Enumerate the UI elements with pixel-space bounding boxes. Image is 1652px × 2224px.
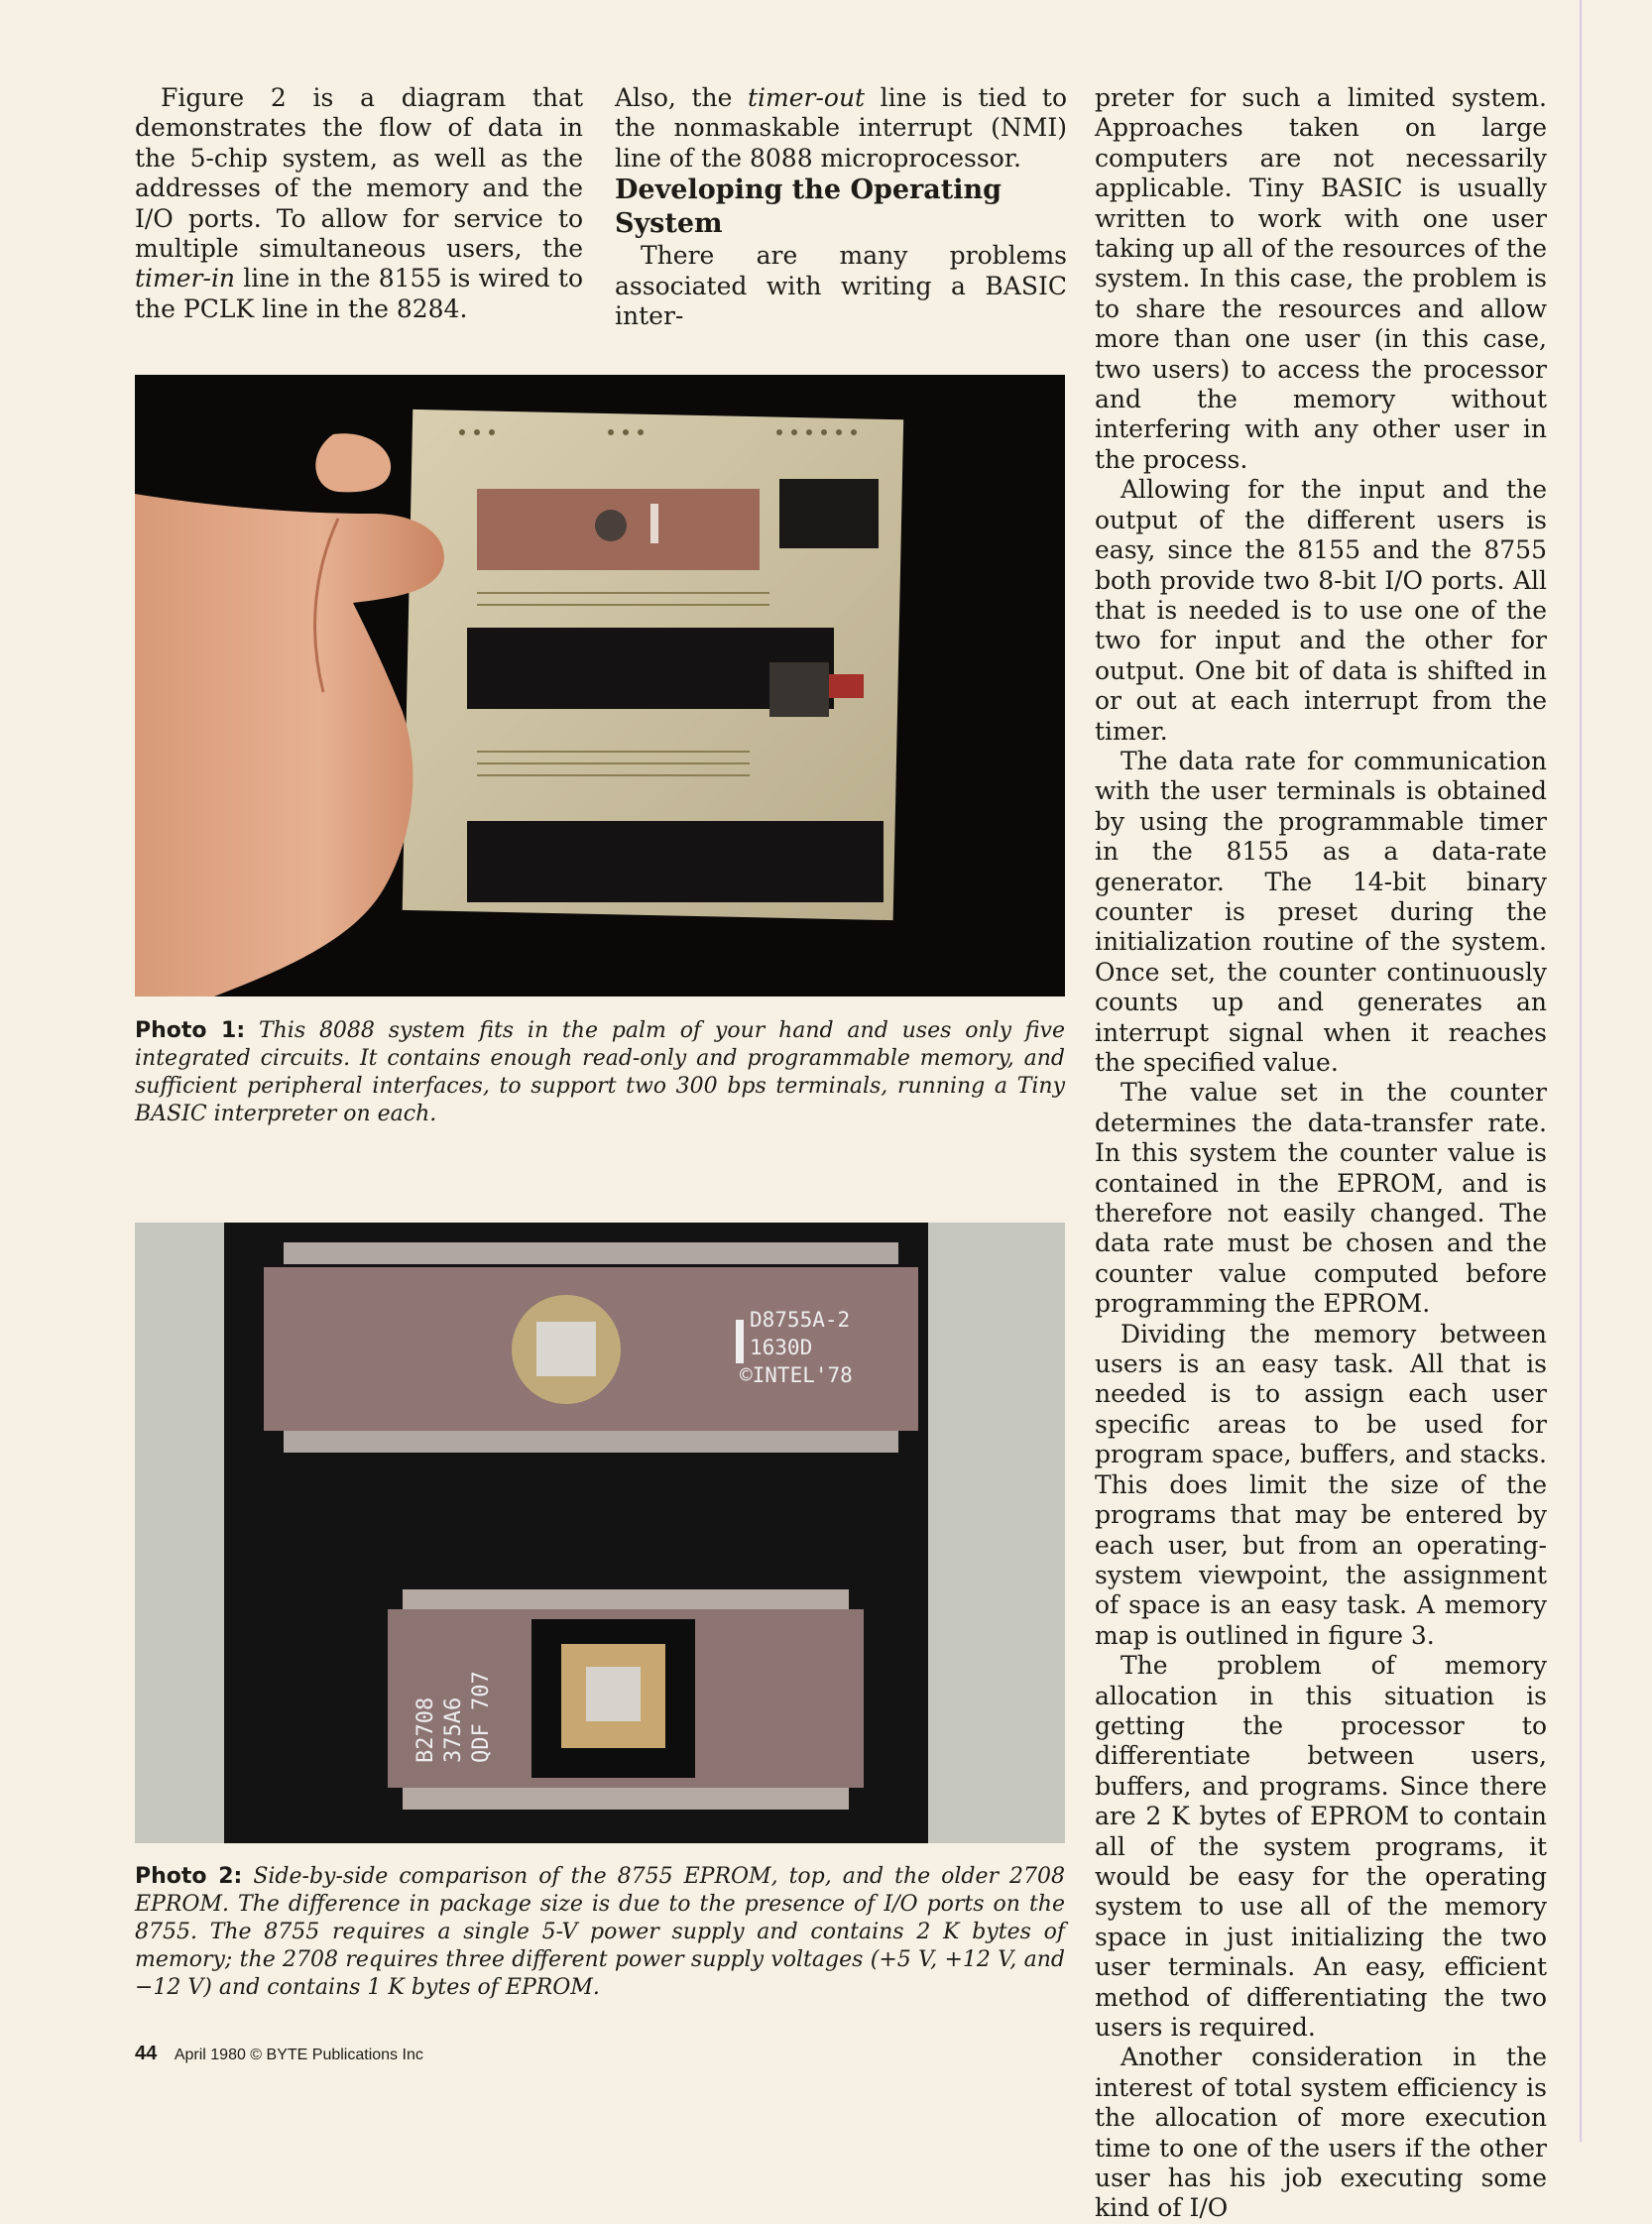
caption-text: This 8088 system fits in the palm of your hand and uses only five integrated circuits. It contains enough read-only and programmable memory, and sufficient peripheral interfaces, to support two 300 bps terminals, running a Tiny BASIC interpreter on each.: [135, 1018, 1066, 1126]
chip-bottom-line-1: B2708: [413, 1697, 438, 1763]
section-heading: Developing the Operating System: [615, 175, 1002, 240]
photo-1-caption: [135, 1017, 1065, 1128]
text-run: line in the 8155 is wired to the PCLK line in the 8284.: [135, 264, 583, 323]
publication-credit: April 1980 © BYTE Publications Inc: [174, 2047, 423, 2063]
text-run: Also, the: [615, 83, 748, 112]
emphasis-timer-in: timer-in: [135, 264, 236, 293]
column-3-paragraph-7: Another consideration in the interest of total system efficiency is the allocation of more execution time to one of the users if the other user has his job executing some kind of I/O: [1095, 2043, 1547, 2223]
column-3-paragraph-6: The problem of memory allocation in this situation is getting the processor to differentiate between users, buffers, and programs. Since there are 2 K bytes of EPROM to contain all of the system programs, it would be easy for the operating system to use all of the memory space in just initializing the two user terminals. An easy, efficient method of differentiating the two users is required.: [1095, 1651, 1547, 2042]
photo-2-eprom-comparison: [135, 1223, 1065, 1843]
column-3: [1095, 83, 1547, 2224]
page-edge-line: [1580, 0, 1582, 2142]
column-3-paragraph-4: The value set in the counter determines the data-transfer rate. In this system the counter value is contained in the EPROM, and is therefore not easily changed. The data rate must be chosen and the counter value computed before programming the EPROM.: [1095, 1078, 1547, 1319]
column-3-paragraph-3: The data rate for communication with the user terminals is obtained by using the programmable timer in the 8155 as a data-rate generator. The 14-bit binary counter is preset during the initialization routine of the system. Once set, the counter continuously counts up and generates an interrupt signal when it reaches the specified value.: [1095, 746, 1547, 1077]
column-2: [615, 83, 1067, 331]
chip-bottom-line-2: 375A6: [441, 1697, 466, 1763]
caption-label: Photo 1:: [135, 1018, 246, 1043]
caption-label: Photo 2:: [135, 1864, 243, 1889]
column-2-paragraph-1: [615, 83, 1067, 174]
chip-top-line-1: D8755A-2: [750, 1308, 851, 1332]
eprom-chips-illustration: [135, 1223, 1065, 1843]
page-footer: [135, 2043, 423, 2065]
chip-top-line-2: 1630D: [750, 1336, 813, 1359]
column-3-paragraph-1: preter for such a limited system. Approaches taken on large computers are not necessarily applicable. Tiny BASIC is usually written to work with one user taking up all of the resources of the system. In this case, the problem is to share the resources and allow more than one user (in this case, two users) to access the processor and the memory without interfering with any other user in the process.: [1095, 83, 1547, 474]
caption-text: Side-by-side comparison of the 8755 EPROM, top, and the older 2708 EPROM. The difference in package size is due to the presence of I/O ports on the 8755. The 8755 requires a single 5-V power supply and contains 2 K bytes of memory; the 2708 requires three different power supply voltages (+5 V, +12 V, and −12 V) and contains 1 K bytes of EPROM.: [135, 1864, 1066, 2000]
column-1: [135, 83, 583, 324]
column-3-paragraph-2: Allowing for the input and the output of the different users is easy, since the 8155 and the 8755 both provide two 8-bit I/O ports. All that is needed is to use one of the two for input and the other for output. One bit of data is shifted in or out at each interrupt from the timer.: [1095, 475, 1547, 746]
photo-2-caption: [135, 1863, 1065, 2002]
column-2-paragraph-2: There are many problems associated with writing a BASIC inter-: [615, 241, 1067, 331]
chip-bottom-line-3: QDF 707: [469, 1671, 494, 1763]
column-1-paragraph: [135, 83, 583, 324]
text-run: Figure 2 is a diagram that demonstrates the flow of data in the 5-chip system, as well as the addresses of the memory and the I/O ports. To allow for service to multiple simultaneous users, the: [135, 83, 583, 264]
text-run: line is tied to the nonmaskable interrupt (NMI) line of the 8088 microprocessor.: [615, 83, 1067, 173]
photo-1-circuit-board: [135, 375, 1065, 996]
emphasis-timer-out: timer-out: [747, 83, 866, 112]
circuit-board-illustration: [135, 375, 1065, 996]
chip-top-line-3: ©INTEL'78: [740, 1363, 853, 1387]
page-number: 44: [135, 2043, 158, 2064]
column-3-paragraph-5: Dividing the memory between users is an easy task. All that is needed is to assign each user specific areas to be used for program space, buffers, and stacks. This does limit the size of the programs that may be entered by each user, but from an operating-system viewpoint, the assignment of space is an easy task. A memory map is outlined in figure 3.: [1095, 1319, 1547, 1650]
